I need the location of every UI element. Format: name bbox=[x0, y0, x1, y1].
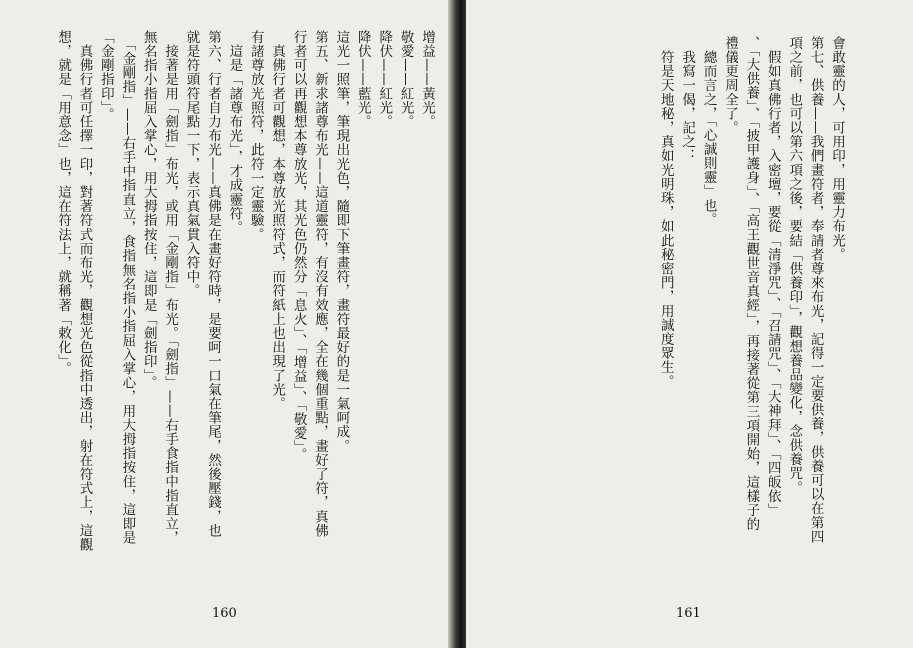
right-page-number: 161 bbox=[676, 606, 701, 621]
text-line: 敬愛——紅光。 bbox=[397, 30, 414, 129]
text-line: 、「大供養」、「披甲護身」、「高王觀世音真經」，再接著從第三項開始，這樣子的 bbox=[743, 36, 760, 532]
left-page-number: 160 bbox=[212, 606, 237, 621]
left-page-body bbox=[52, 30, 437, 590]
text-line: 降伏——藍光。 bbox=[354, 30, 371, 129]
text-line: 「金剛指印」。 bbox=[97, 30, 114, 122]
text-line: 我寫一偈，記之： bbox=[679, 36, 696, 163]
text-line: 這光一照筆，筆現出光色，隨即下筆畫符，畫符最好的是一氣呵成。 bbox=[333, 30, 350, 453]
text-line: 總而言之，「心誠則靈」也。 bbox=[700, 36, 717, 227]
text-line: 真佛行者可任擇一印，對著符式而布光，觀想光色從指中透出，射在符式上，這觀 bbox=[76, 30, 93, 552]
right-page-body bbox=[654, 36, 847, 596]
text-line: 降伏——紅光。 bbox=[376, 30, 393, 129]
text-line: 無名指小指屈入掌心，用大拇指按住，這即是「劍指印」。 bbox=[140, 30, 157, 390]
text-line: 接著是用「劍指」布光，或用「金剛指」布光。「劍指」——右手食指中指直立， bbox=[162, 30, 179, 545]
text-line: 會敢靈的人，可用印，用靈力布光。 bbox=[829, 36, 845, 262]
text-line: 行者可以再觀想本尊放光，其光色仍然分「息火」、「增益」、「敬愛」。 bbox=[290, 30, 307, 462]
text-line: 符是天地秘，真如光明珠，如此秘密門，用誠度眾生。 bbox=[657, 36, 674, 389]
text-line: 第五、新求諸尊布光——這道靈符，有沒有效應，全在幾個重點，畫好了符，真佛 bbox=[311, 30, 328, 538]
text-line: 這是「諸尊布光」，才成靈符。 bbox=[226, 30, 243, 235]
left-page bbox=[0, 0, 455, 648]
right-page bbox=[466, 0, 913, 648]
text-line: 想，就是「用意念」也，這在符法上，就稱著「敕化」。 bbox=[55, 30, 72, 376]
text-line: 第七、供養——我們畫符者，奉請者尊來布光，記得一定要供養，供養可以在第四 bbox=[807, 36, 824, 544]
text-line: 項之前，也可以第六項之後，要結「供養印」，觀想養品變化，念供養咒。 bbox=[786, 36, 803, 495]
text-line: 有諸尊放光照符，此符一定靈驗。 bbox=[247, 30, 264, 242]
text-line: 假如真佛行者，入密壇，要從「清淨咒」、「召請咒」、「大神拜」、「四皈依」 bbox=[764, 36, 781, 518]
text-line: 第六、行者自力布光——真佛是在畫好符時，是要呵一口氣在筆尾，然後壓錢，也 bbox=[204, 30, 221, 538]
text-line: 增益——黃光。 bbox=[419, 30, 435, 129]
text-line: 就是符頭符尾點一下，表示真氣貫入符中。 bbox=[183, 30, 200, 298]
text-line: 「金剛指」——右手中指直立，食指無名指小指屈入掌心，用大拇指按住，這即是 bbox=[119, 30, 136, 545]
text-line: 禮儀更周全了。 bbox=[721, 36, 738, 135]
text-line: 真佛行者可觀想，本尊放光照符式，而符紙上也出現了光。 bbox=[269, 30, 286, 411]
